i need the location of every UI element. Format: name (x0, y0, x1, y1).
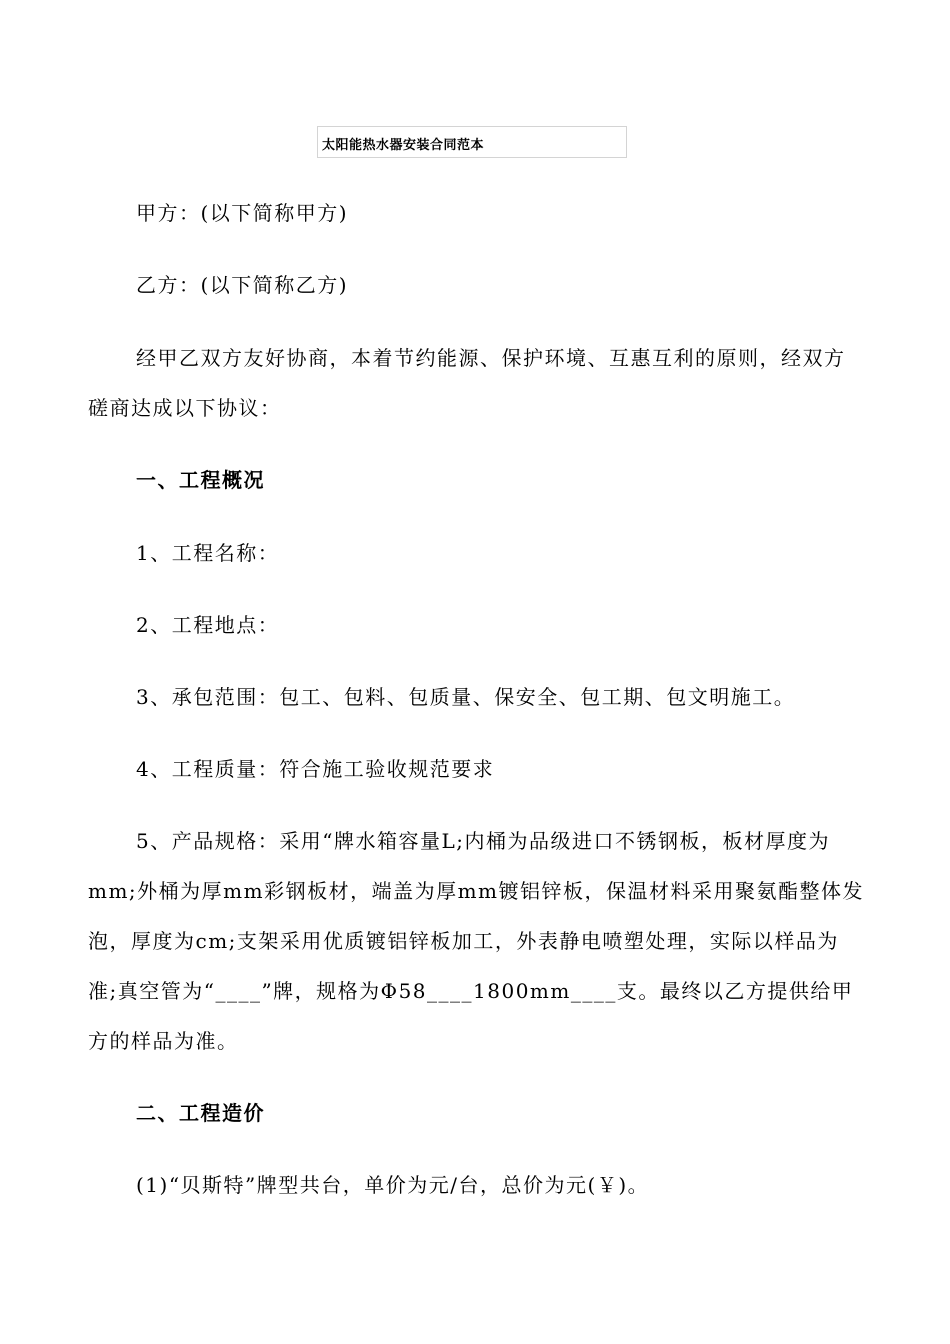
item-project-name: 1、工程名称： (136, 541, 280, 565)
document-title: 太阳能热水器安装合同范本 (322, 138, 485, 153)
preamble-line-2: 磋商达成以下协议： (88, 396, 282, 420)
item-product-spec-line-5: 方的样品为准。 (88, 1029, 239, 1053)
party-a-line: 甲方：(以下简称甲方) (136, 201, 349, 225)
party-b-line: 乙方：(以下简称乙方) (136, 273, 349, 297)
item-project-location: 2、工程地点： (136, 613, 280, 637)
document-title-box (317, 126, 627, 158)
item-cost-1: (1)“贝斯特”牌型共台，单价为元/台，总价为元(￥)。 (136, 1173, 650, 1197)
preamble-line-1: 经甲乙双方友好协商，本着节约能源、保护环境、互惠互利的原则，经双方 (136, 346, 846, 370)
item-project-quality: 4、工程质量：符合施工验收规范要求 (136, 757, 495, 781)
item-product-spec-line-3: 泡，厚度为cm;支架采用优质镀铝锌板加工，外表静电喷塑处理，实际以样品为 (88, 929, 839, 953)
item-product-spec-line-1: 5、产品规格：采用“牌水箱容量L;内桶为品级进口不锈钢板，板材厚度为 (136, 829, 830, 853)
section-heading-overview: 一、工程概况 (136, 468, 265, 492)
section-heading-cost: 二、工程造价 (136, 1101, 265, 1125)
item-product-spec-line-4: 准;真空管为“____”牌，规格为Φ58____1800mm____支。最终以乙方提供给甲 (88, 979, 854, 1003)
item-product-spec-line-2: mm;外桶为厚mm彩钢板材，端盖为厚mm镀铝锌板，保温材料采用聚氨酯整体发 (88, 879, 865, 903)
item-contract-scope: 3、承包范围：包工、包料、包质量、保安全、包工期、包文明施工。 (136, 685, 796, 709)
